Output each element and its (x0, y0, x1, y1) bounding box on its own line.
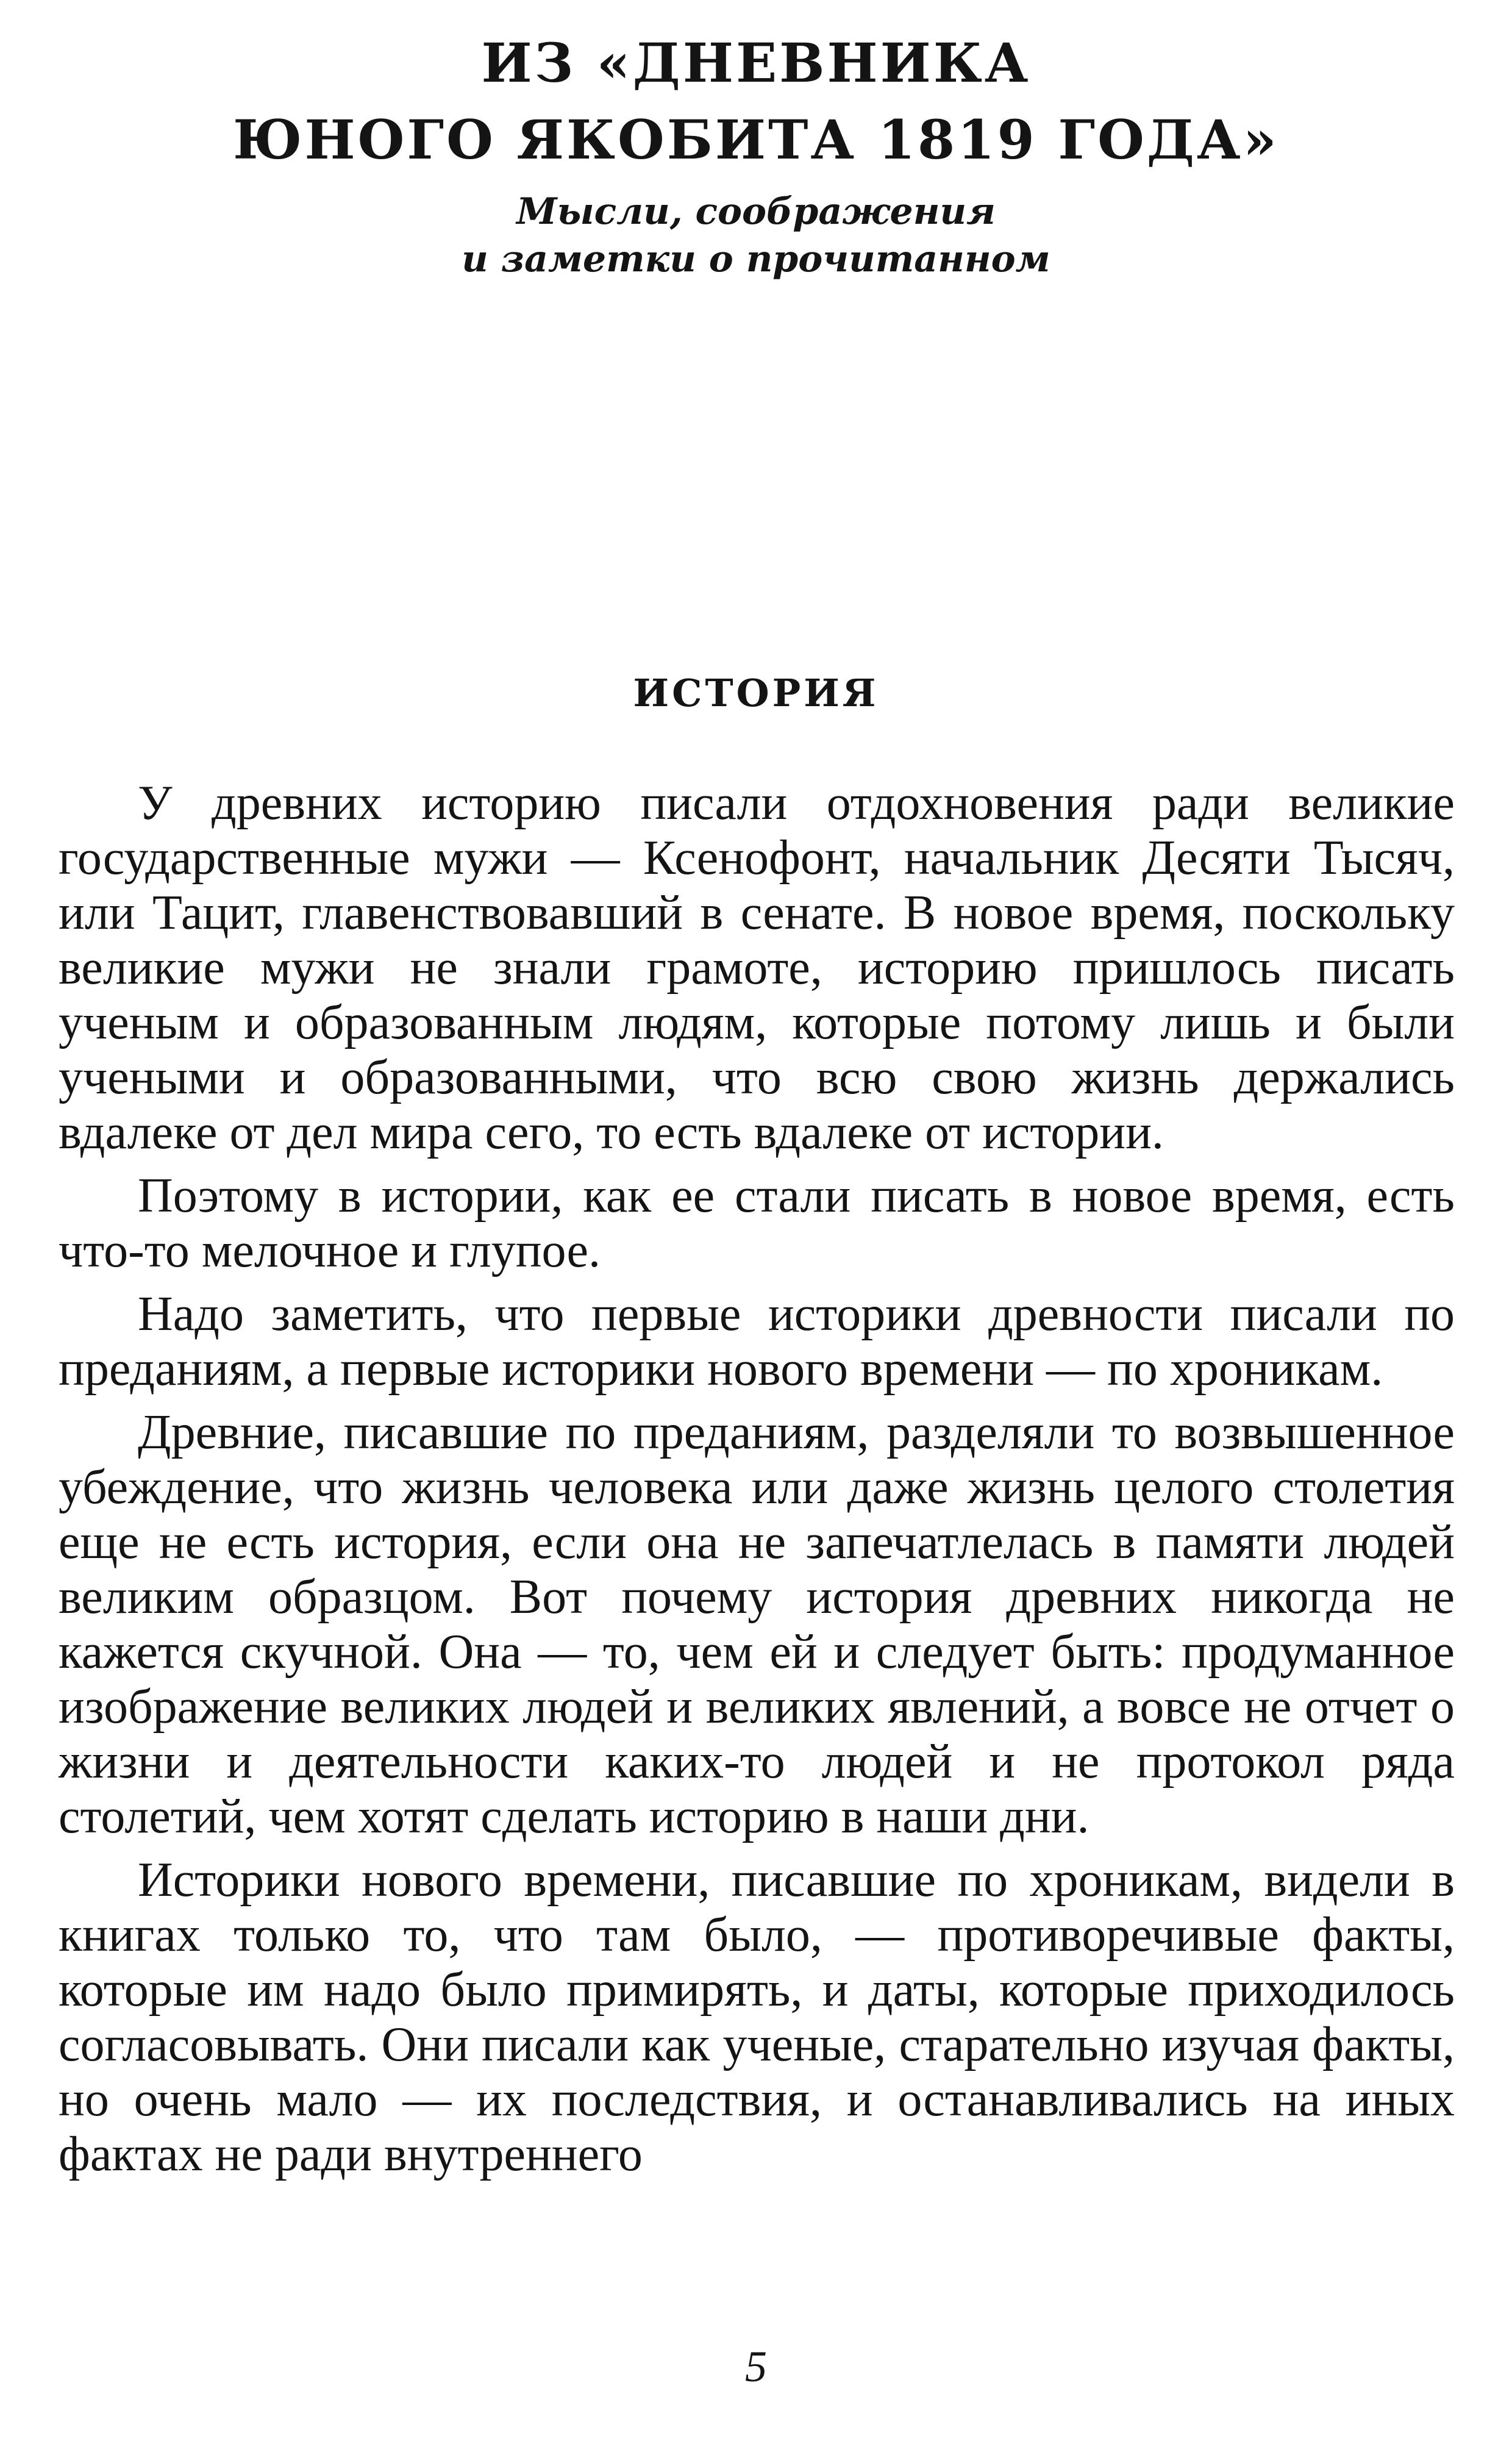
paragraph-4: Древние, писавшие по преданиям, разделяли то возвышенное убеждение, что жизнь человека или даже жизнь целого столетия еще не есть история, если она не запечатлелась в памяти людей великим образцом. Вот почему история древних никогда не кажется скучной. Она — то, чем ей и следует быть: продуманное изображение великих людей и великих явлений, а вовсе не отчет о жизни и деятельности каких-то людей и не протокол ряда столетий, чем хотят сделать историю в наши дни. (59, 1406, 1455, 1843)
paragraph-2: Поэтому в истории, как ее стали писать в новое время, есть что-то мелочное и глупое. (59, 1169, 1455, 1278)
section-heading: ИСТОРИЯ (633, 671, 879, 715)
chapter-title-line-2: ЮНОГО ЯКОБИТА 1819 ГОДА» (233, 108, 1279, 171)
paragraph-3: Надо заметить, что первые историки древности писали по преданиям, а первые историки нового времени — по хроникам. (59, 1287, 1455, 1396)
paragraph-1: У древних историю писали отдохновения ради великие государственные мужи — Ксенофонт, начальник Десяти Тысяч, или Тацит, главенствовавший в сенате. В новое время, поскольку великие мужи не знали грамоте, историю пришлось писать ученым и образованным людям, которые потому лишь и были учеными и образованными, что всю свою жизнь держались вдалеке от дел мира сего, то есть вдалеке от истории. (59, 776, 1455, 1159)
chapter-title (0, 24, 1512, 178)
chapter-subtitle (0, 188, 1512, 283)
chapter-subtitle-line-2: и заметки о прочитанном (462, 238, 1050, 281)
page-number: 5 (745, 2342, 767, 2391)
chapter-title-line-1: ИЗ «ДНЕВНИКА (481, 31, 1031, 95)
chapter-subtitle-line-1: Мысли, соображения (516, 190, 996, 233)
paragraph-5: Историки нового времени, писавшие по хроникам, видели в книгах только то, что там было, — противоречивые факты, которые им надо было примирять, и даты, которые приходилось согласовывать. Они писали как ученые, старательно изучая факты, но очень мало — их последствия, и останавливались на иных фактах не ради внутреннего (59, 1853, 1455, 2181)
title-block (0, 24, 1512, 283)
body-text (59, 776, 1455, 2190)
